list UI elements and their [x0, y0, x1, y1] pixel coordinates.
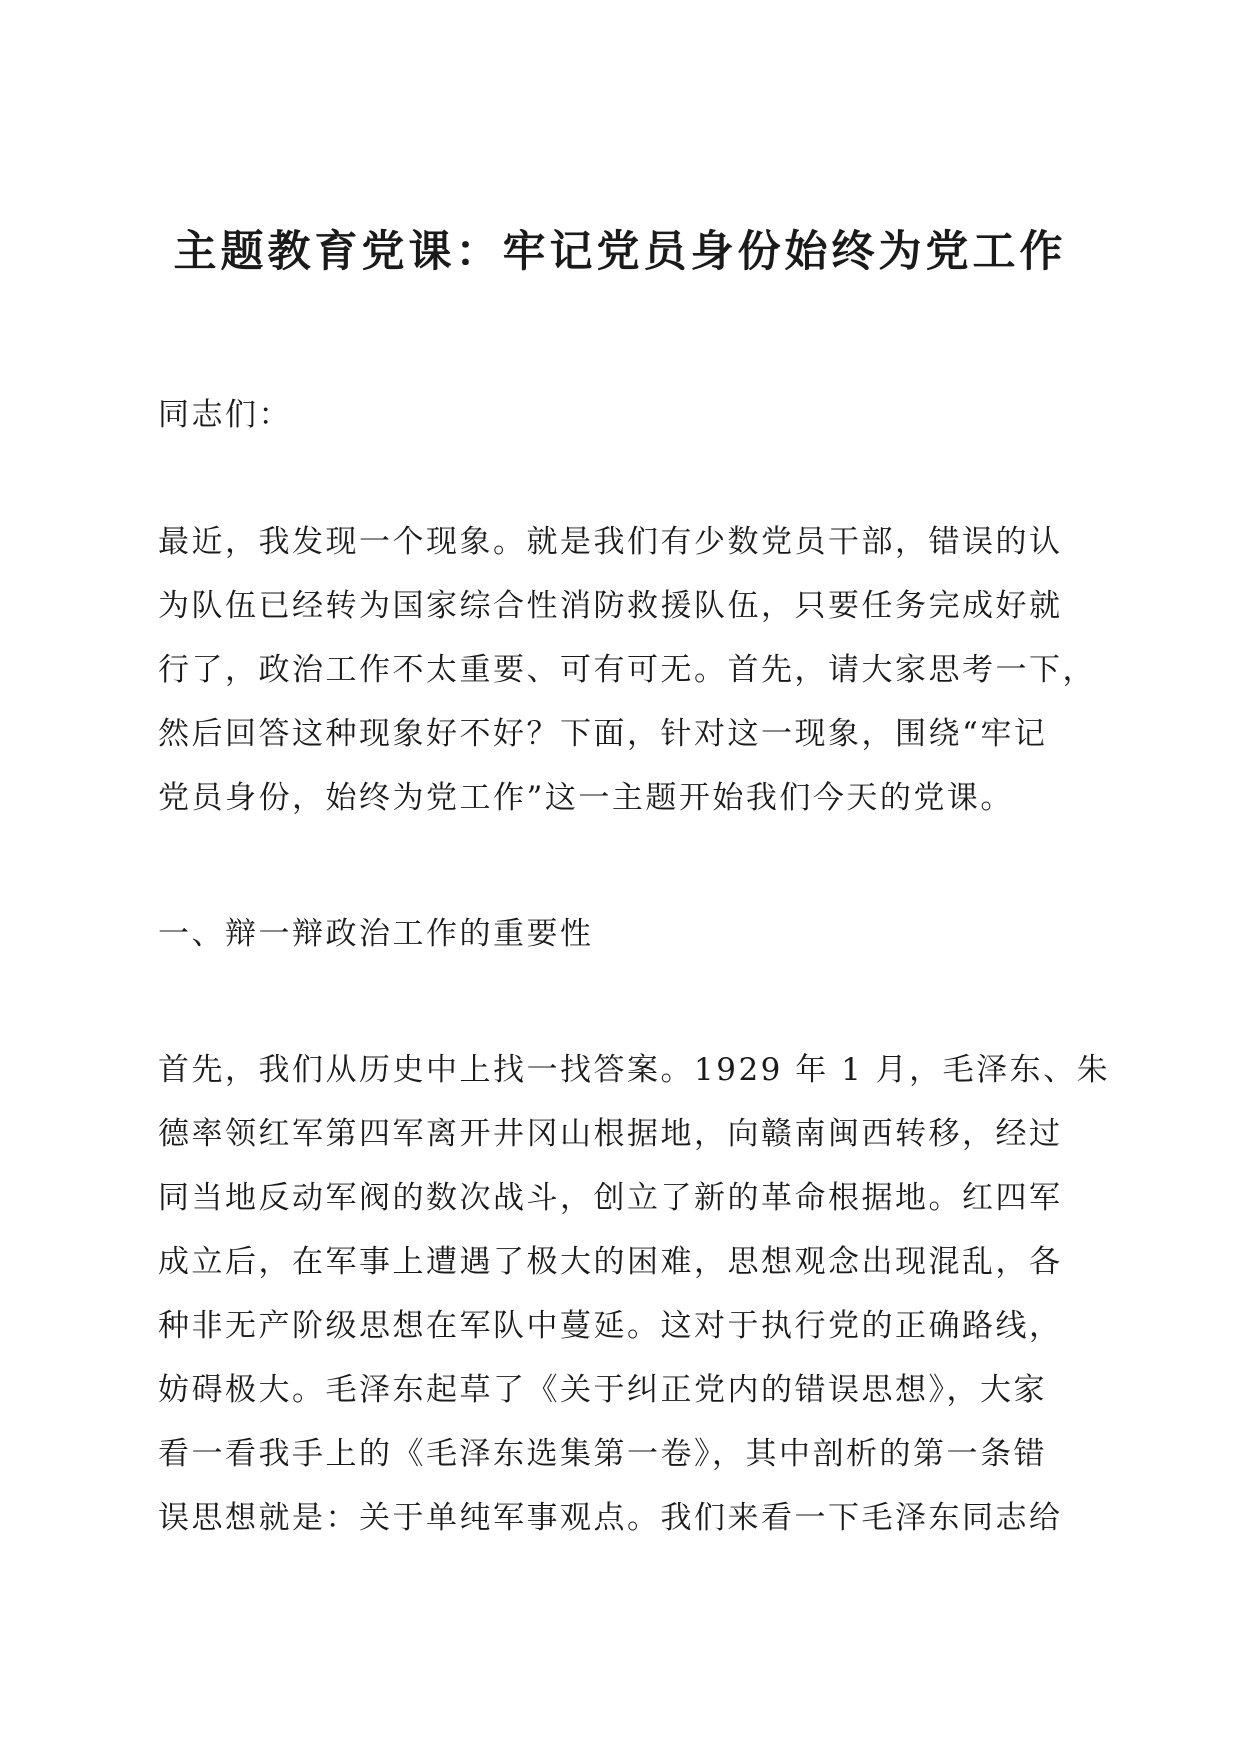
paragraph-line: 同当地反动军阀的数次战斗，创立了新的革命根据地。红四军 — [158, 1180, 1063, 1216]
paragraph-line: 种非无产阶级思想在军队中蔓延。这对于执行党的正确路线， — [158, 1308, 1063, 1344]
paragraph-line: 看一看我手上的《毛泽东选集第一卷》，其中剖析的第一条错 — [158, 1436, 1047, 1472]
section-heading: 一、辩一辩政治工作的重要性 — [158, 916, 594, 952]
paragraph-line: 最近，我发现一个现象。就是我们有少数党员干部，错误的认 — [158, 524, 1063, 560]
paragraph-line: 行了，政治工作不太重要、可有可无。首先，请大家思考一下， — [158, 652, 1096, 688]
document-title: 主题教育党课：牢记党员身份始终为党工作 — [173, 227, 1067, 277]
paragraph-line: 首先，我们从历史中上找一找答案。1929 年 1 月，毛泽东、朱 — [158, 1052, 1111, 1088]
paragraph-line: 然后回答这种现象好不好？下面，针对这一现象，围绕“牢记 — [158, 716, 1048, 752]
paragraph-line: 误思想就是：关于单纯军事观点。我们来看一下毛泽东同志给 — [158, 1500, 1063, 1536]
paragraph-line: 成立后，在军事上遭遇了极大的困难，思想观念出现混乱，各 — [158, 1244, 1063, 1280]
paragraph-line: 妨碍极大。毛泽东起草了《关于纠正党内的错误思想》，大家 — [158, 1372, 1047, 1408]
paragraph-line: 为队伍已经转为国家综合性消防救援队伍，只要任务完成好就 — [158, 588, 1063, 624]
salutation: 同志们： — [158, 397, 292, 433]
paragraph-line: 党员身份，始终为党工作”这一主题开始我们今天的党课。 — [158, 780, 1014, 816]
paragraph-line: 德率领红军第四军离开井冈山根据地，向赣南闽西转移，经过 — [158, 1116, 1063, 1152]
